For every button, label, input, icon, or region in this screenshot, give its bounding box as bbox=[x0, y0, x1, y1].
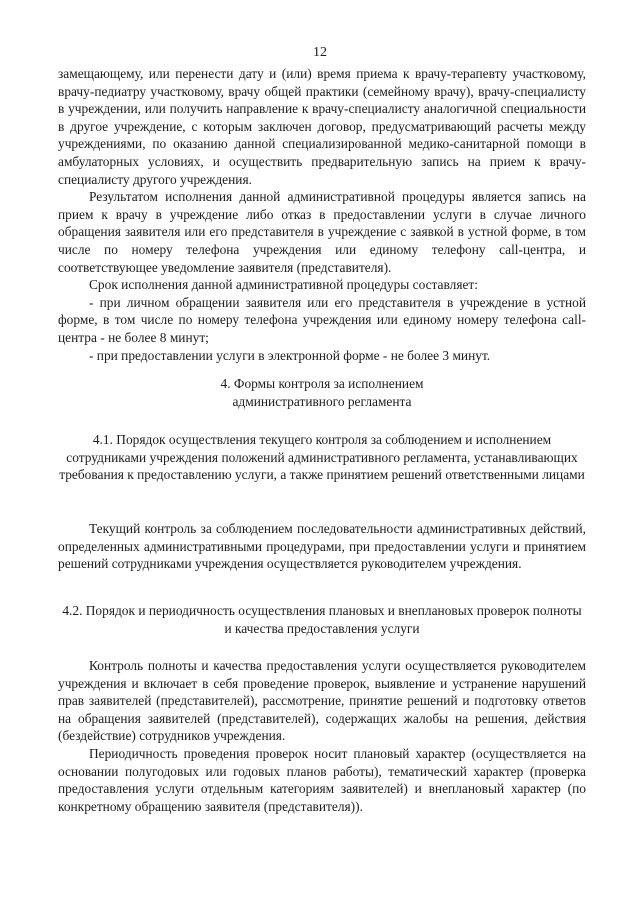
page-number: 12 bbox=[313, 45, 327, 60]
heading-line: 4. Формы контроля за исполнением bbox=[220, 376, 424, 391]
section-4-heading bbox=[58, 375, 586, 410]
list-item: - при предоставлении услуги в электронной форме - не более 3 минут. bbox=[89, 347, 491, 363]
list-item: - при личном обращении заявителя или его представителя в учреждение в устной форме, в том числе по номеру телефона учреждения или единому номеру телефона call-центра - не более 8 минут; bbox=[58, 294, 586, 345]
paragraph: Текущий контроль за соблюдением последовательности административных действий, определенных административными процедурами, при предоставлении услуги и принятием решений сотрудниками учреждения осуществляется руководителем учреждения. bbox=[58, 521, 586, 572]
paragraph: Контроль полноты и качества предоставления услуги осуществляется руководителем учреждения и включает в себя проведение проверок, выявление и устранение нарушений прав заявителей (представителей), рассмотрение, принятие решений и подготовку ответов на обращения заявителей (представителей), содержащих жалобы на решения, действия (бездействие) сотрудников учреждения. bbox=[58, 658, 586, 744]
subsection-4-2-title bbox=[58, 602, 586, 637]
paragraph: Срок исполнения данной административной процедуры составляет: bbox=[89, 277, 479, 293]
paragraph: замещающему, или перенести дату и (или) время приема к врачу-терапевту участковому, врачу-педиатру участковому, врачу общей практики (семейному врачу), врачу-специалисту в учреждении, или получить направление к врачу-специалисту аналогичной специальности в другое учреждение, с которым заключен договор, предусматривающий расчеты между учреждениями, по оказанию данной специализированной медико-санитарной помощи в амбулаторных условиях, и осуществить предварительную запись на прием к врачу-специалисту другого учреждения. bbox=[58, 66, 586, 187]
subsection-4-1-body bbox=[58, 520, 586, 573]
subsection-title: 4.2. Порядок и периодичность осуществления плановых и внеплановых проверок полноты и качества предоставления услуги bbox=[62, 603, 582, 636]
heading-line: административного регламента bbox=[232, 393, 412, 409]
paragraph: Периодичность проведения проверок носит плановый характер (осуществляется на основании полугодовых или годовых планов работы), тематический характер (проверка предоставления услуги отдельным категориям заявителей) и внеплановый характер (по конкретному обращению заявителя (представителя)). bbox=[58, 745, 586, 814]
subsection-4-2-body bbox=[58, 657, 586, 815]
paragraph: Результатом исполнения данной административной процедуры является запись на прием к врачу в учреждение либо отказ в предоставлении услуги в случае личного обращения заявителя или его представителя в учреждение с заявкой в устной форме, в том числе по номеру телефона учреждения или единому телефону call-центра, и соответствующее уведомление заявителя (представителя). bbox=[58, 189, 586, 275]
subsection-title: 4.1. Порядок осуществления текущего контроля за соблюдением и исполнением сотрудниками учреждения положений административного регламента, устанавливающих требования к предоставлению услуги, а также принятием решений ответственными лицами bbox=[59, 432, 585, 483]
section-3-continuation bbox=[58, 65, 586, 364]
subsection-4-1-title bbox=[58, 431, 586, 484]
